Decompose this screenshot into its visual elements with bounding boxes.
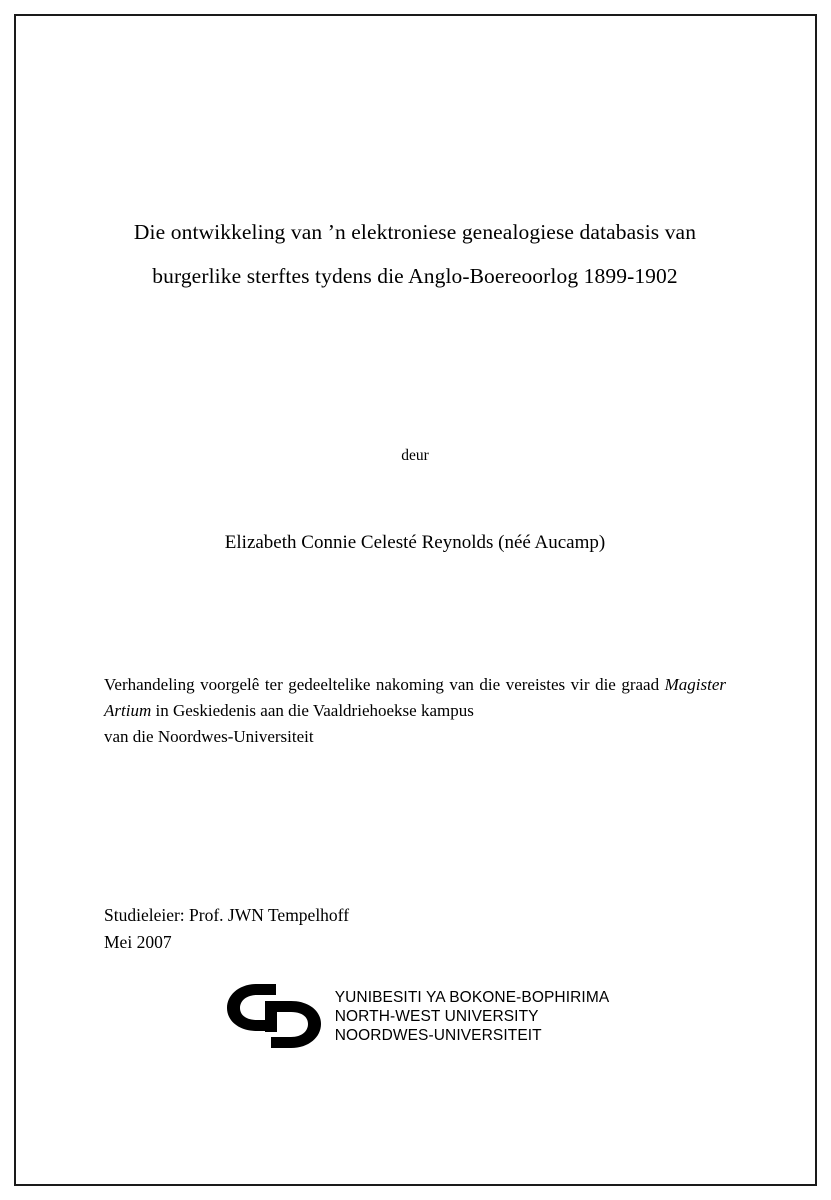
title-line-1: Die ontwikkeling van ’n elektroniese genealogiese databasis van — [133, 220, 697, 244]
university-logo — [100, 980, 730, 1052]
statement-part-1: Verhandeling voorgelê ter gedeeltelike nakoming van die vereistes vir die graad — [104, 675, 665, 694]
logo-text-line-3: NOORDWES-UNIVERSITEIT — [334, 1026, 542, 1044]
logo-text-line-1: YUNIBESITI YA BOKONE-BOPHIRIMA — [334, 988, 610, 1006]
supervisor-and-date — [104, 902, 704, 956]
university-logo-text — [335, 988, 610, 1045]
degree-name: Magister Artium — [104, 675, 726, 720]
title-line-2: burgerlike sterftes tydens die Anglo-Boereoorlog 1899-1902 — [152, 264, 678, 288]
supervisor-line: Studieleier: Prof. JWN Tempelhoff — [104, 905, 350, 925]
author-name: Elizabeth Connie Celesté Reynolds (néé Aucamp) — [224, 532, 606, 553]
statement-part-2: in Geskiedenis aan die Vaaldriehoekse kampus — [151, 701, 474, 720]
date-line: Mei 2007 — [104, 932, 172, 952]
by-label: deur — [401, 447, 429, 464]
north-west-university-logo-icon — [221, 980, 329, 1052]
statement-line-3: van die Noordwes-Universiteit — [104, 727, 314, 746]
logo-text-line-2: NORTH-WEST UNIVERSITY — [334, 1007, 539, 1025]
submission-statement — [104, 672, 726, 750]
page-content — [100, 14, 730, 1186]
page-title — [100, 210, 730, 298]
